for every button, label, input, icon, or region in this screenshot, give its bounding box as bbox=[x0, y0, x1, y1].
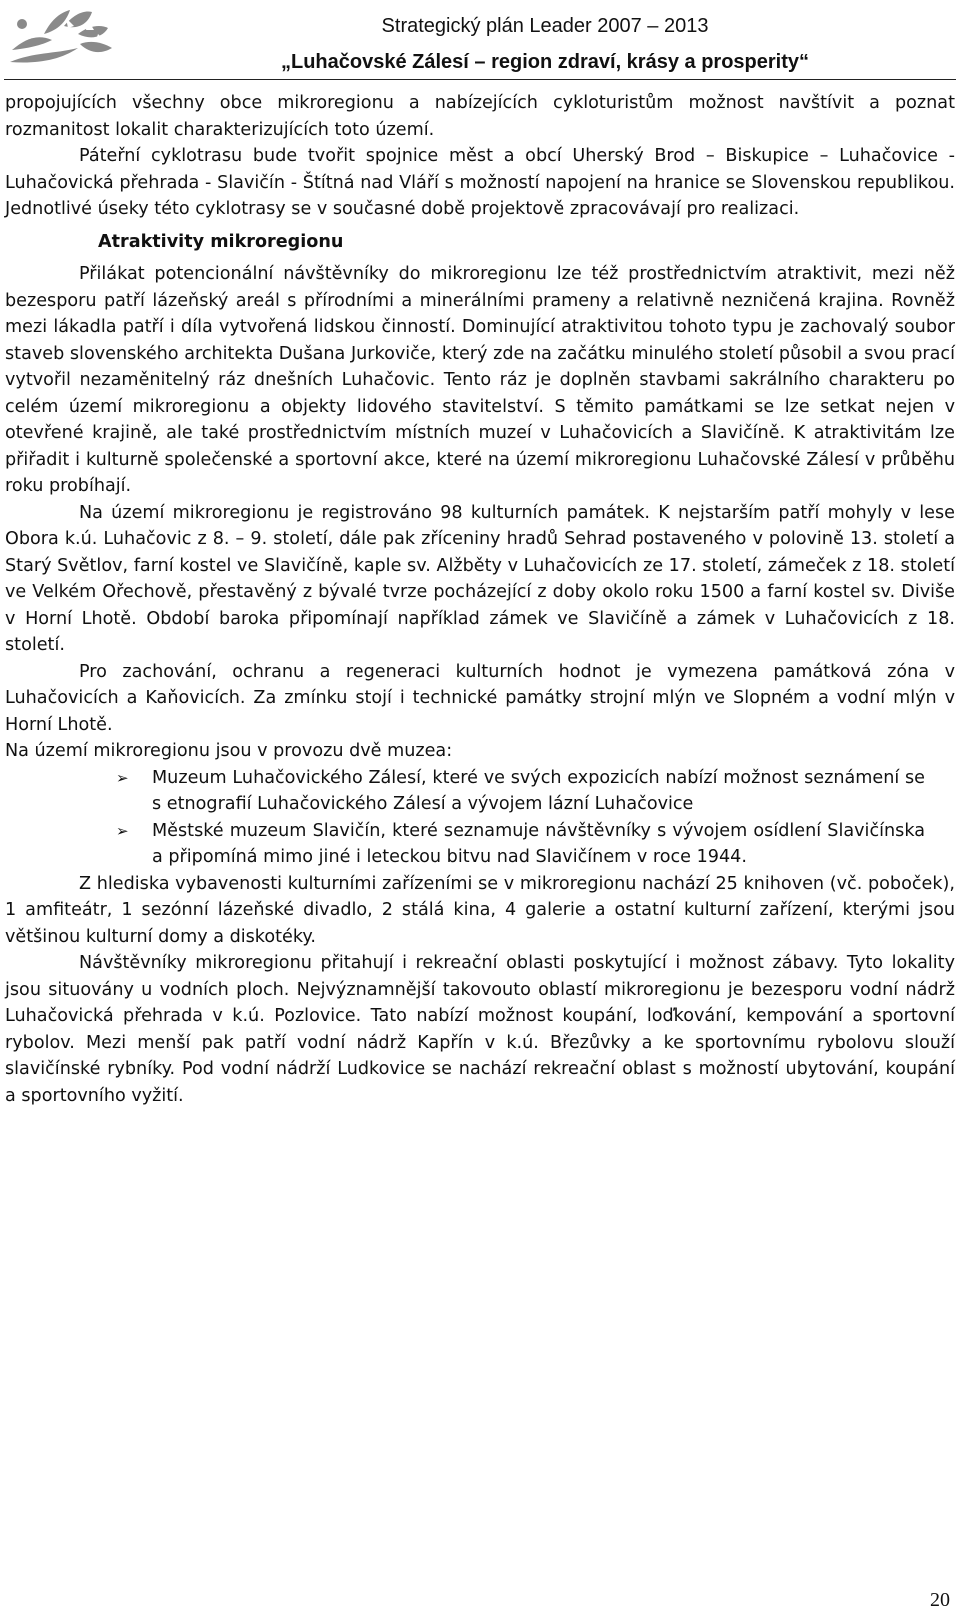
header-divider bbox=[4, 79, 956, 80]
list-item-text: Muzeum Luhačovického Zálesí, které ve svých expozicích nabízí možnost seznámení se s etnografií Luhačovického Zálesí a vývojem lázní Luhačovice bbox=[152, 767, 925, 814]
paragraph-cultural-facilities: Z hlediska vybavenosti kulturními zařízeními se v mikroregionu nachází 25 knihoven (vč. poboček), 1 amfiteátr, 1 sezónní lázeňské divadlo, 2 stálá kina, 4 galerie a ostatní kulturní zařízení, kterými jsou většinou kulturní domy a diskotéky. bbox=[5, 873, 955, 947]
museum-list bbox=[5, 765, 955, 871]
page-header bbox=[0, 0, 960, 80]
arrow-bullet-icon: ➢ bbox=[116, 821, 129, 840]
arrow-bullet-icon: ➢ bbox=[116, 768, 129, 787]
page-number: 20 bbox=[930, 1589, 950, 1611]
paragraph-recreation: Návštěvníky mikroregionu přitahují i rekreační oblasti poskytující i možnost zábavy. Tyto lokality jsou situovány u vodních ploch. Nejvýznamnější takovouto oblastí mikroregionu je bezesporu vodní nádrž Luhačovická přehrada v k.ú. Pozlovice. Tato nabízí možnost koupání, loďkování, kempování a sportovní rybolov. Mezi menší pak patří vodní nádrž Kapřín v k.ú. Březůvky a ke sportovnímu rybolovu slouží slavičínské rybníky. Pod vodní nádrží Ludkovice se nachází rekreační oblast s možností ubytování, koupání a sportovního vyžití. bbox=[5, 953, 955, 1106]
header-title: Strategický plán Leader 2007 – 2013 bbox=[381, 15, 709, 37]
region-logo-icon bbox=[8, 4, 116, 70]
paragraph-monument-zone: Pro zachování, ochranu a regeneraci kulturních hodnot je vymezena památková zóna v Luhačovicích a Kaňovicích. Za zmínku stojí i technické památky strojní mlýn ve Slopném a vodní mlýn v Horní Lhotě. bbox=[5, 661, 955, 735]
document-body bbox=[5, 90, 955, 1109]
list-item-text: Městské muzeum Slavičín, které seznamuje návštěvníky s vývojem osídlení Slavičínska a připomíná mimo jiné i leteckou bitvu nad Slavičínem v roce 1944. bbox=[152, 820, 925, 867]
paragraph-museums-intro: Na území mikroregionu jsou v provozu dvě muzea: bbox=[5, 741, 453, 761]
list-item bbox=[5, 765, 955, 818]
section-heading-attractions: Atraktivity mikroregionu bbox=[98, 231, 344, 252]
paragraph-cultural-monuments: Na území mikroregionu je registrováno 98 kulturních památek. K nejstarším patří mohyly v lese Obora k.ú. Luhačovic z 8. – 9. století, dále pak zříceniny hradů Sehrad postaveného v polovině 13. století a Starý Světlov, farní kostel ve Slavičíně, kaple sv. Alžběty v Luhačovicích ze 17. století, zámeček z 18. století ve Velkém Ořechově, přestavěný z bývalé tvrze pocházející z doby okolo roku 1500 a farní kostel sv. Diviše v Horní Lhotě. Období baroka připomínají například zámek ve Slavičíně a zámek v Luhačovicích z 18. století. bbox=[5, 502, 955, 655]
paragraph-attractions: Přilákat potencionální návštěvníky do mikroregionu lze též prostřednictvím atraktivit, mezi něž bezesporu patří lázeňský areál s přírodními a minerálními prameny a relativně nezničená krajina. Rovněž mezi lákadla patří i díla vytvořená lidskou činností. Dominující atraktivitou tohoto typu je zachovalý soubor staveb slovenského architekta Dušana Jurkoviče, který zde na začátku minulého století působil a svou prací vytvořil nezaměnitelný ráz dnešních Luhačovic. Tento ráz je doplněn stavbami sakrálního charakteru po celém území mikroregionu a objekty lidového stavitelství. S těmito památkami se lze setkat nejen v otevřené krajině, ale také prostřednictvím místních muzeí v Luhačovicích a Slavičíně. K atraktivitám lze přiřadit i kulturně společenské a sportovní akce, které na území mikroregionu Luhačovské Zálesí v průběhu roku probíhají. bbox=[5, 264, 955, 496]
paragraph-cycling-network: propojujících všechny obce mikroregionu a nabízejících cykloturistům možnost navštívit a poznat rozmanitost lokalit charakterizujících toto území. bbox=[5, 93, 955, 140]
list-item bbox=[5, 818, 955, 871]
header-subtitle: „Luhačovské Zálesí – region zdraví, krásy a prosperity“ bbox=[281, 51, 809, 73]
paragraph-main-cycle-route: Páteřní cyklotrasu bude tvořit spojnice měst a obcí Uherský Brod – Biskupice – Luhačovice - Luhačovická přehrada - Slavičín - Štítná nad Vláří s možností napojení na hranice se Slovenskou republikou. Jednotlivé úseky této cyklotrasy se v současné době projektově zpracovávají pro realizaci. bbox=[5, 146, 955, 219]
